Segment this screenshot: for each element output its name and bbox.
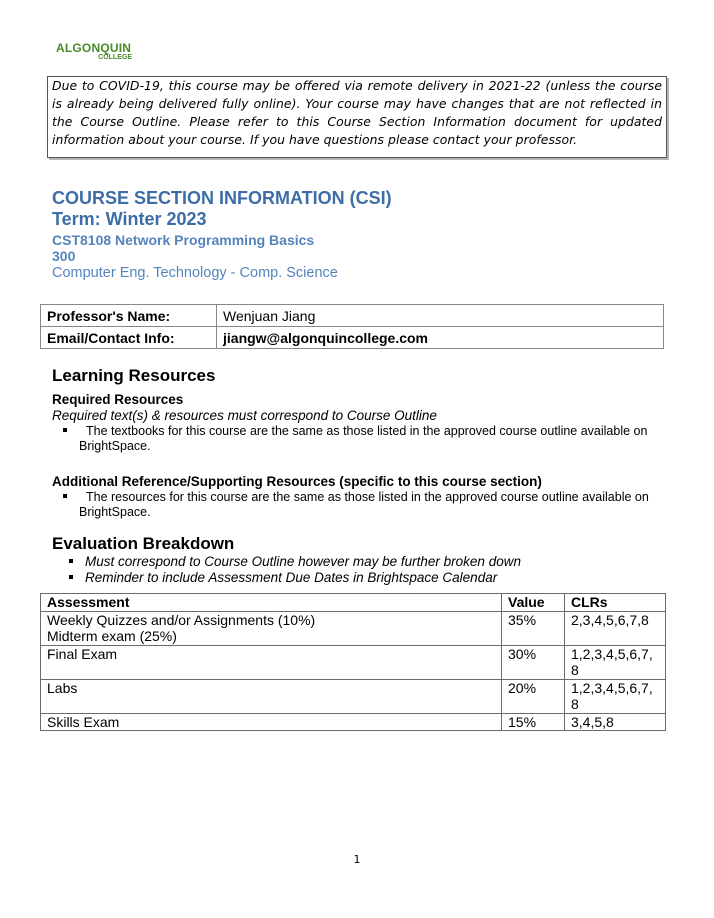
learning-resources-heading: Learning Resources (52, 366, 216, 385)
clrs-text: 2,3,4,5,6,7,8 (571, 611, 649, 628)
bullet-text-line2: BrightSpace. (79, 439, 151, 453)
course-heading: CST8108 Network Programming Basics (52, 232, 315, 248)
required-resources-heading: Required Resources (52, 392, 184, 407)
assessment-cell (41, 611, 502, 645)
logo-subtitle: COLLEGE (98, 54, 132, 61)
table-header-row (41, 594, 666, 612)
bullet-text-line1: The resources for this course are the same as those listed in the approved course outline available on (86, 490, 649, 504)
additional-resources-heading: Additional Reference/Supporting Resources (specific to this course section) (52, 474, 542, 489)
column-header-clrs: CLRs (565, 594, 666, 612)
table-row (41, 713, 666, 731)
evaluation-note-bullet (69, 570, 629, 585)
college-logo (56, 42, 140, 66)
section-number: 300 (52, 248, 76, 264)
logo-wordmark: ALGONQUIN (56, 41, 132, 55)
table-row (41, 327, 664, 349)
professor-info-table (40, 304, 664, 349)
professor-name-label: Professor's Name: (41, 305, 217, 327)
covid-notice-text: Due to COVID-19, this course may be offered via remote delivery in 2021-22 (unless the course is already being delivered fully online). Your course may have changes that are not reflected in the Course Outline. Please refer to this Course Section Information document for updated information about your course. If you have questions please contact your professor. (52, 78, 662, 147)
covid-notice-box (47, 76, 667, 158)
assessment-name: Weekly Quizzes and/or Assignments (10%) (47, 611, 316, 628)
value-cell: 20% (502, 679, 565, 713)
value-cell: 35% (502, 611, 565, 645)
required-resources-note: Required text(s) & resources must correspond to Course Outline (52, 408, 437, 423)
additional-resources-bullet (63, 490, 668, 520)
table-row (41, 645, 666, 679)
column-header-assessment: Assessment (41, 594, 502, 612)
assessment-cell: Final Exam (41, 645, 502, 679)
value-cell: 30% (502, 645, 565, 679)
clrs-text: 8 (571, 662, 579, 678)
assessment-table (40, 593, 666, 731)
table-row (41, 611, 666, 645)
clrs-cell: 3,4,5,8 (565, 713, 666, 731)
bullet-text-line2: BrightSpace. (79, 505, 151, 519)
term-heading: Term: Winter 2023 (52, 209, 207, 229)
evaluation-note-text: Reminder to include Assessment Due Dates in Brightspace Calendar (85, 570, 498, 585)
bullet-square-icon (69, 575, 73, 579)
clrs-cell (565, 645, 666, 679)
bullet-square-icon (63, 428, 67, 432)
assessment-cell: Skills Exam (41, 713, 502, 731)
assessment-cell: Labs (41, 679, 502, 713)
bullet-text-line1: The textbooks for this course are the same as those listed in the approved course outline available on (86, 424, 648, 438)
table-row (41, 305, 664, 327)
evaluation-breakdown-heading: Evaluation Breakdown (52, 534, 235, 553)
assessment-name: Midterm exam (25%) (47, 628, 177, 644)
bullet-square-icon (69, 559, 73, 563)
contact-email-link[interactable]: jiangw@algonquincollege.com (217, 327, 664, 349)
professor-name-value: Wenjuan Jiang (217, 305, 664, 327)
clrs-text: 8 (571, 696, 579, 712)
clrs-cell (565, 679, 666, 713)
page-number: 1 (353, 853, 361, 866)
program-name: Computer Eng. Technology - Comp. Science (52, 265, 338, 281)
document-title: COURSE SECTION INFORMATION (CSI) (52, 188, 392, 208)
evaluation-note-text: Must correspond to Course Outline however may be further broken down (85, 554, 521, 569)
contact-info-label: Email/Contact Info: (41, 327, 217, 349)
clrs-cell (565, 611, 666, 645)
value-cell: 15% (502, 713, 565, 731)
required-resources-bullet (63, 424, 668, 454)
clrs-text: 1,2,3,4,5,6,7, (571, 679, 653, 696)
table-row (41, 679, 666, 713)
clrs-text: 1,2,3,4,5,6,7, (571, 645, 653, 662)
evaluation-note-bullet (69, 554, 629, 569)
bullet-square-icon (63, 494, 67, 498)
column-header-value: Value (502, 594, 565, 612)
